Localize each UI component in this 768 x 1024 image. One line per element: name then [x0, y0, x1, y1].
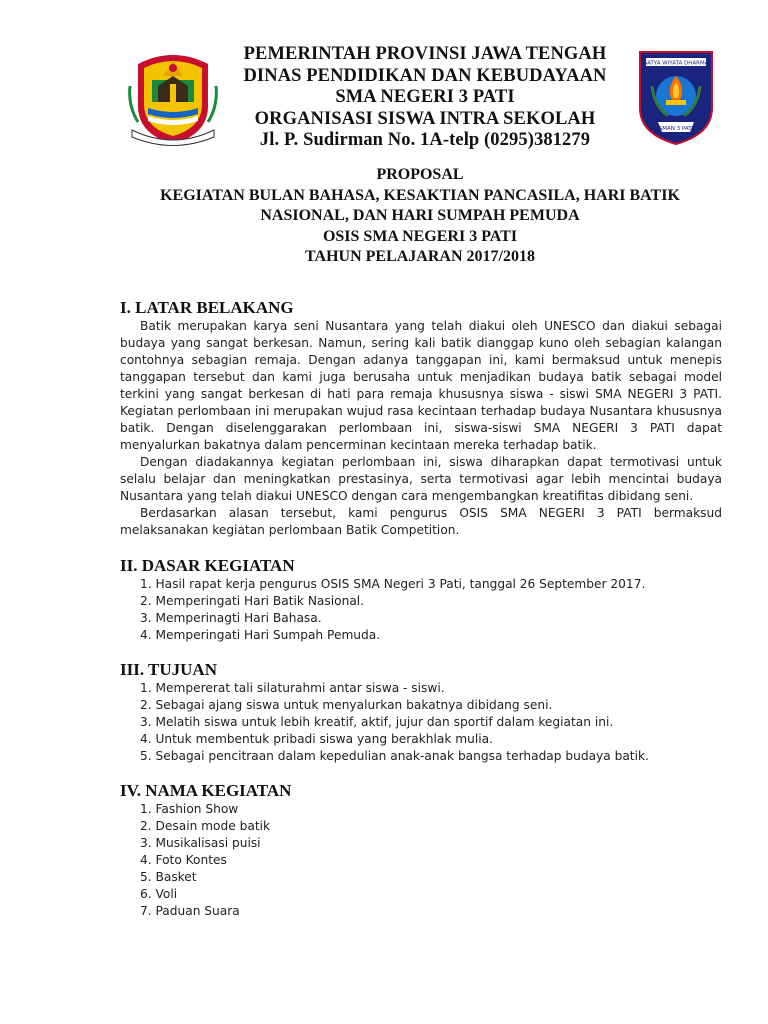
logo-motto-text: SATYA WIYATA DHARMA — [643, 60, 709, 67]
title-line-5: TAHUN PELAJARAN 2017/2018 — [305, 248, 535, 265]
list-item: 1. Mempererat tali silaturahmi antar siswa - siswi. — [140, 681, 445, 695]
list-item: 5. Sebagai pencitraan dalam kepedulian anak-anak bangsa terhadap budaya batik. — [140, 749, 649, 763]
list-item: 7. Paduan Suara — [140, 904, 240, 918]
list-item: 6. Voli — [140, 887, 178, 901]
list-item: 2. Sebagai ajang siswa untuk menyalurkan bakatnya dibidang seni. — [140, 698, 553, 712]
paragraph: Dengan diadakannya kegiatan perlombaan ini, siswa diharapkan dapat termotivasi untuk selalu belajar dan meningkatkan prestasinya, serta termotivasi agar lebih mencintai budaya Nusantara yang telah diakui UNESCO dengan cara mengembangkan kreatifitas dibidang seni. — [120, 455, 722, 503]
section-latar-belakang — [120, 298, 722, 539]
sma-negeri-3-pati-emblem-logo — [636, 46, 716, 146]
list-item: 3. Musikalisasi puisi — [140, 836, 261, 850]
section-tujuan — [120, 660, 722, 765]
list-item: 2. Desain mode batik — [140, 819, 271, 833]
letterhead — [205, 44, 645, 152]
section-heading: I. LATAR BELAKANG — [120, 298, 294, 317]
list-item: 1. Hasil rapat kerja pengurus OSIS SMA Negeri 3 Pati, tanggal 26 September 2017. — [140, 577, 646, 591]
list-item: 3. Memperinagti Hari Bahasa. — [140, 611, 322, 625]
section-heading: II. DASAR KEGIATAN — [120, 556, 295, 575]
list-item: 2. Memperingati Hari Batik Nasional. — [140, 594, 365, 608]
list-item: 4. Foto Kontes — [140, 853, 227, 867]
paragraph: Batik merupakan karya seni Nusantara yang telah diakui oleh UNESCO dan diakui sebagai budaya yang sangat berkesan. Namun, sering kali batik dianggap kuno oleh sebagian kalangan contohnya sebagian remaja. Dengan adanya tanggapan ini, kami bermaksud untuk menepis tanggapan tersebut dan kami juga berusaha untuk menjadikan budaya batik sebagai model terkini yang sangat berkesan di hati para remaja khususnya siswa - siswi SMA NEGERI 3 PATI. Kegiatan perlombaan ini merupakan wujud rasa kecintaan terhadap budaya Nusantara khususnya batik. Dengan diselenggarakan perlombaan ini, siswa-siswi SMA NEGERI 3 PATI dapat menyalurkan bakatnya dalam pencerminan kecintaan mereka terhadap batik. — [120, 319, 722, 452]
title-line-2: KEGIATAN BULAN BAHASA, KESAKTIAN PANCASILA, HARI BATIK — [160, 186, 680, 204]
list-item: 5. Basket — [140, 870, 197, 884]
title-line-3: NASIONAL, DAN HARI SUMPAH PEMUDA — [260, 207, 580, 224]
proposal-title — [100, 165, 740, 268]
section-heading: IV. NAMA KEGIATAN — [120, 781, 292, 800]
list-item: 3. Melatih siswa untuk lebih kreatif, aktif, jujur dan sportif dalam kegiatan ini. — [140, 715, 614, 729]
section-nama-kegiatan — [120, 781, 722, 920]
title-line-1: PROPOSAL — [376, 166, 464, 183]
section-dasar-kegiatan — [120, 556, 722, 644]
list-item: 4. Memperingati Hari Sumpah Pemuda. — [140, 628, 381, 642]
letterhead-line-address: Jl. P. Sudirman No. 1A-telp (0295)381279 — [259, 130, 591, 150]
letterhead-line-department: DINAS PENDIDIKAN DAN KEBUDAYAAN — [243, 65, 607, 86]
section-heading: III. TUJUAN — [120, 660, 217, 679]
proposal-body — [120, 298, 722, 920]
logo-school-label: SMAN 3 PATI — [658, 126, 694, 132]
list-item: 1. Fashion Show — [140, 802, 239, 816]
paragraph: Berdasarkan alasan tersebut, kami pengurus OSIS SMA NEGERI 3 PATI bermaksud melaksanakan kegiatan perlombaan Batik Competition. — [120, 506, 722, 537]
title-line-4: OSIS SMA NEGERI 3 PATI — [322, 227, 518, 245]
letterhead-line-government: PEMERINTAH PROVINSI JAWA TENGAH — [243, 44, 607, 64]
list-item: 4. Untuk membentuk pribadi siswa yang berakhlak mulia. — [140, 732, 493, 746]
letterhead-line-school: SMA NEGERI 3 PATI — [335, 87, 515, 107]
letterhead-line-organization: ORGANISASI SISWA INTRA SEKOLAH — [254, 108, 596, 129]
